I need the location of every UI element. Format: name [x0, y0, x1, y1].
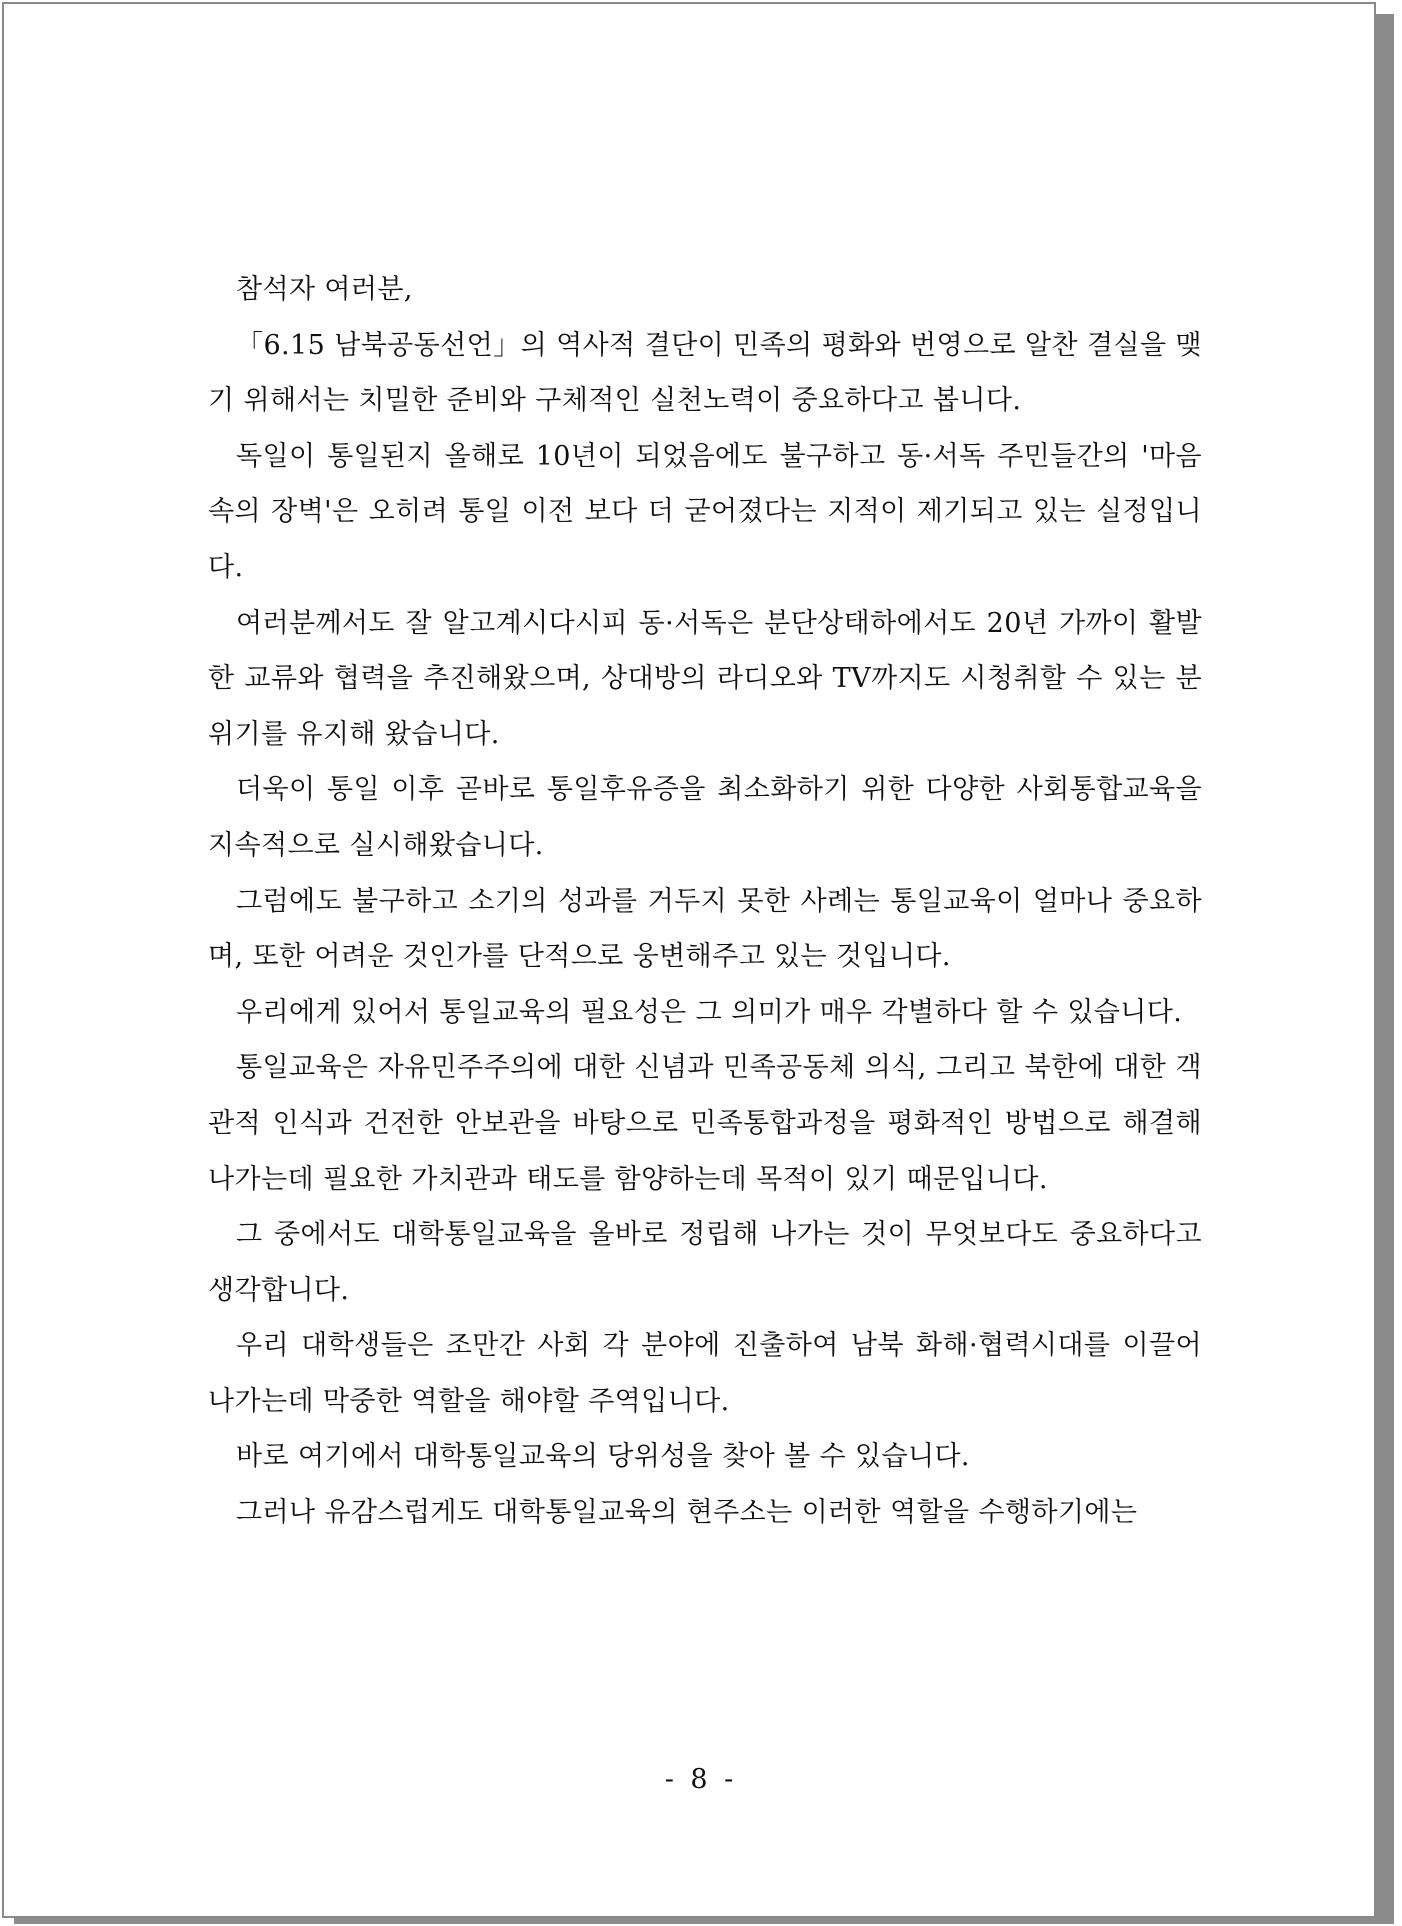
paragraph: 그러나 유감스럽게도 대학통일교육의 현주소는 이러한 역할을 수행하기에는: [236, 1497, 1138, 1529]
page-shadow-bottom: [14, 1918, 1394, 1924]
paragraph-greeting: 참석자 여러분,: [236, 274, 413, 305]
paragraph: 더욱이 통일 이후 곧바로 통일후유증을 최소화하기 위한 다양한 사회통합교육을 지속적으로 실시해왔습니다.: [208, 774, 1202, 861]
paragraph: 그 중에서도 대학통일교육을 올바로 정립해 나가는 것이 무엇보다도 중요하다고 생각합니다.: [208, 1219, 1202, 1306]
document-body: [208, 262, 1202, 1541]
paragraph: 우리에게 있어서 통일교육의 필요성은 그 의미가 매우 각별하다 할 수 있습니다.: [236, 996, 1183, 1028]
paragraph: 우리 대학생들은 조만간 사회 각 분야에 진출하여 남북 화해·협력시대를 이끌어 나가는데 막중한 역할을 해야할 주역입니다.: [208, 1330, 1202, 1417]
paragraph: 「6.15 남북공동선언」의 역사적 결단이 민족의 평화와 번영으로 알찬 결실을 맺기 위해서는 치밀한 준비와 구체적인 실천노력이 중요하다고 봅니다.: [208, 329, 1202, 417]
paragraph: 여러분께서도 잘 알고계시다시피 동·서독은 분단상태하에서도 20년 가까이 활발한 교류와 협력을 추진해왔으며, 상대방의 라디오와 TV까지도 시청취할 수 있는 분위기를 유지해 왔습니다.: [208, 607, 1202, 750]
paragraph: 그럼에도 불구하고 소기의 성과를 거두지 못한 사례는 통일교육이 얼마나 중요하며, 또한 어려운 것인가를 단적으로 웅변해주고 있는 것입니다.: [208, 885, 1202, 973]
paragraph: 바로 여기에서 대학통일교육의 당위성을 찾아 볼 수 있습니다.: [236, 1441, 970, 1473]
page-number: - 8 -: [664, 1764, 738, 1795]
page-shadow-right: [1376, 14, 1394, 1922]
paragraph: 통일교육은 자유민주주의에 대한 신념과 민족공동체 의식, 그리고 북한에 대한 객관적 인식과 건전한 안보관을 바탕으로 민족통합과정을 평화적인 방법으로 해결해 나가는데 필요한 가치관과 태도를 함양하는데 목적이 있기 때문입니다.: [208, 1052, 1202, 1195]
paragraph: 독일이 통일된지 올해로 10년이 되었음에도 불구하고 동·서독 주민들간의 '마음속의 장벽'은 오히려 통일 이전 보다 더 굳어졌다는 지적이 제기되고 있는 실정입니다.: [208, 440, 1202, 583]
